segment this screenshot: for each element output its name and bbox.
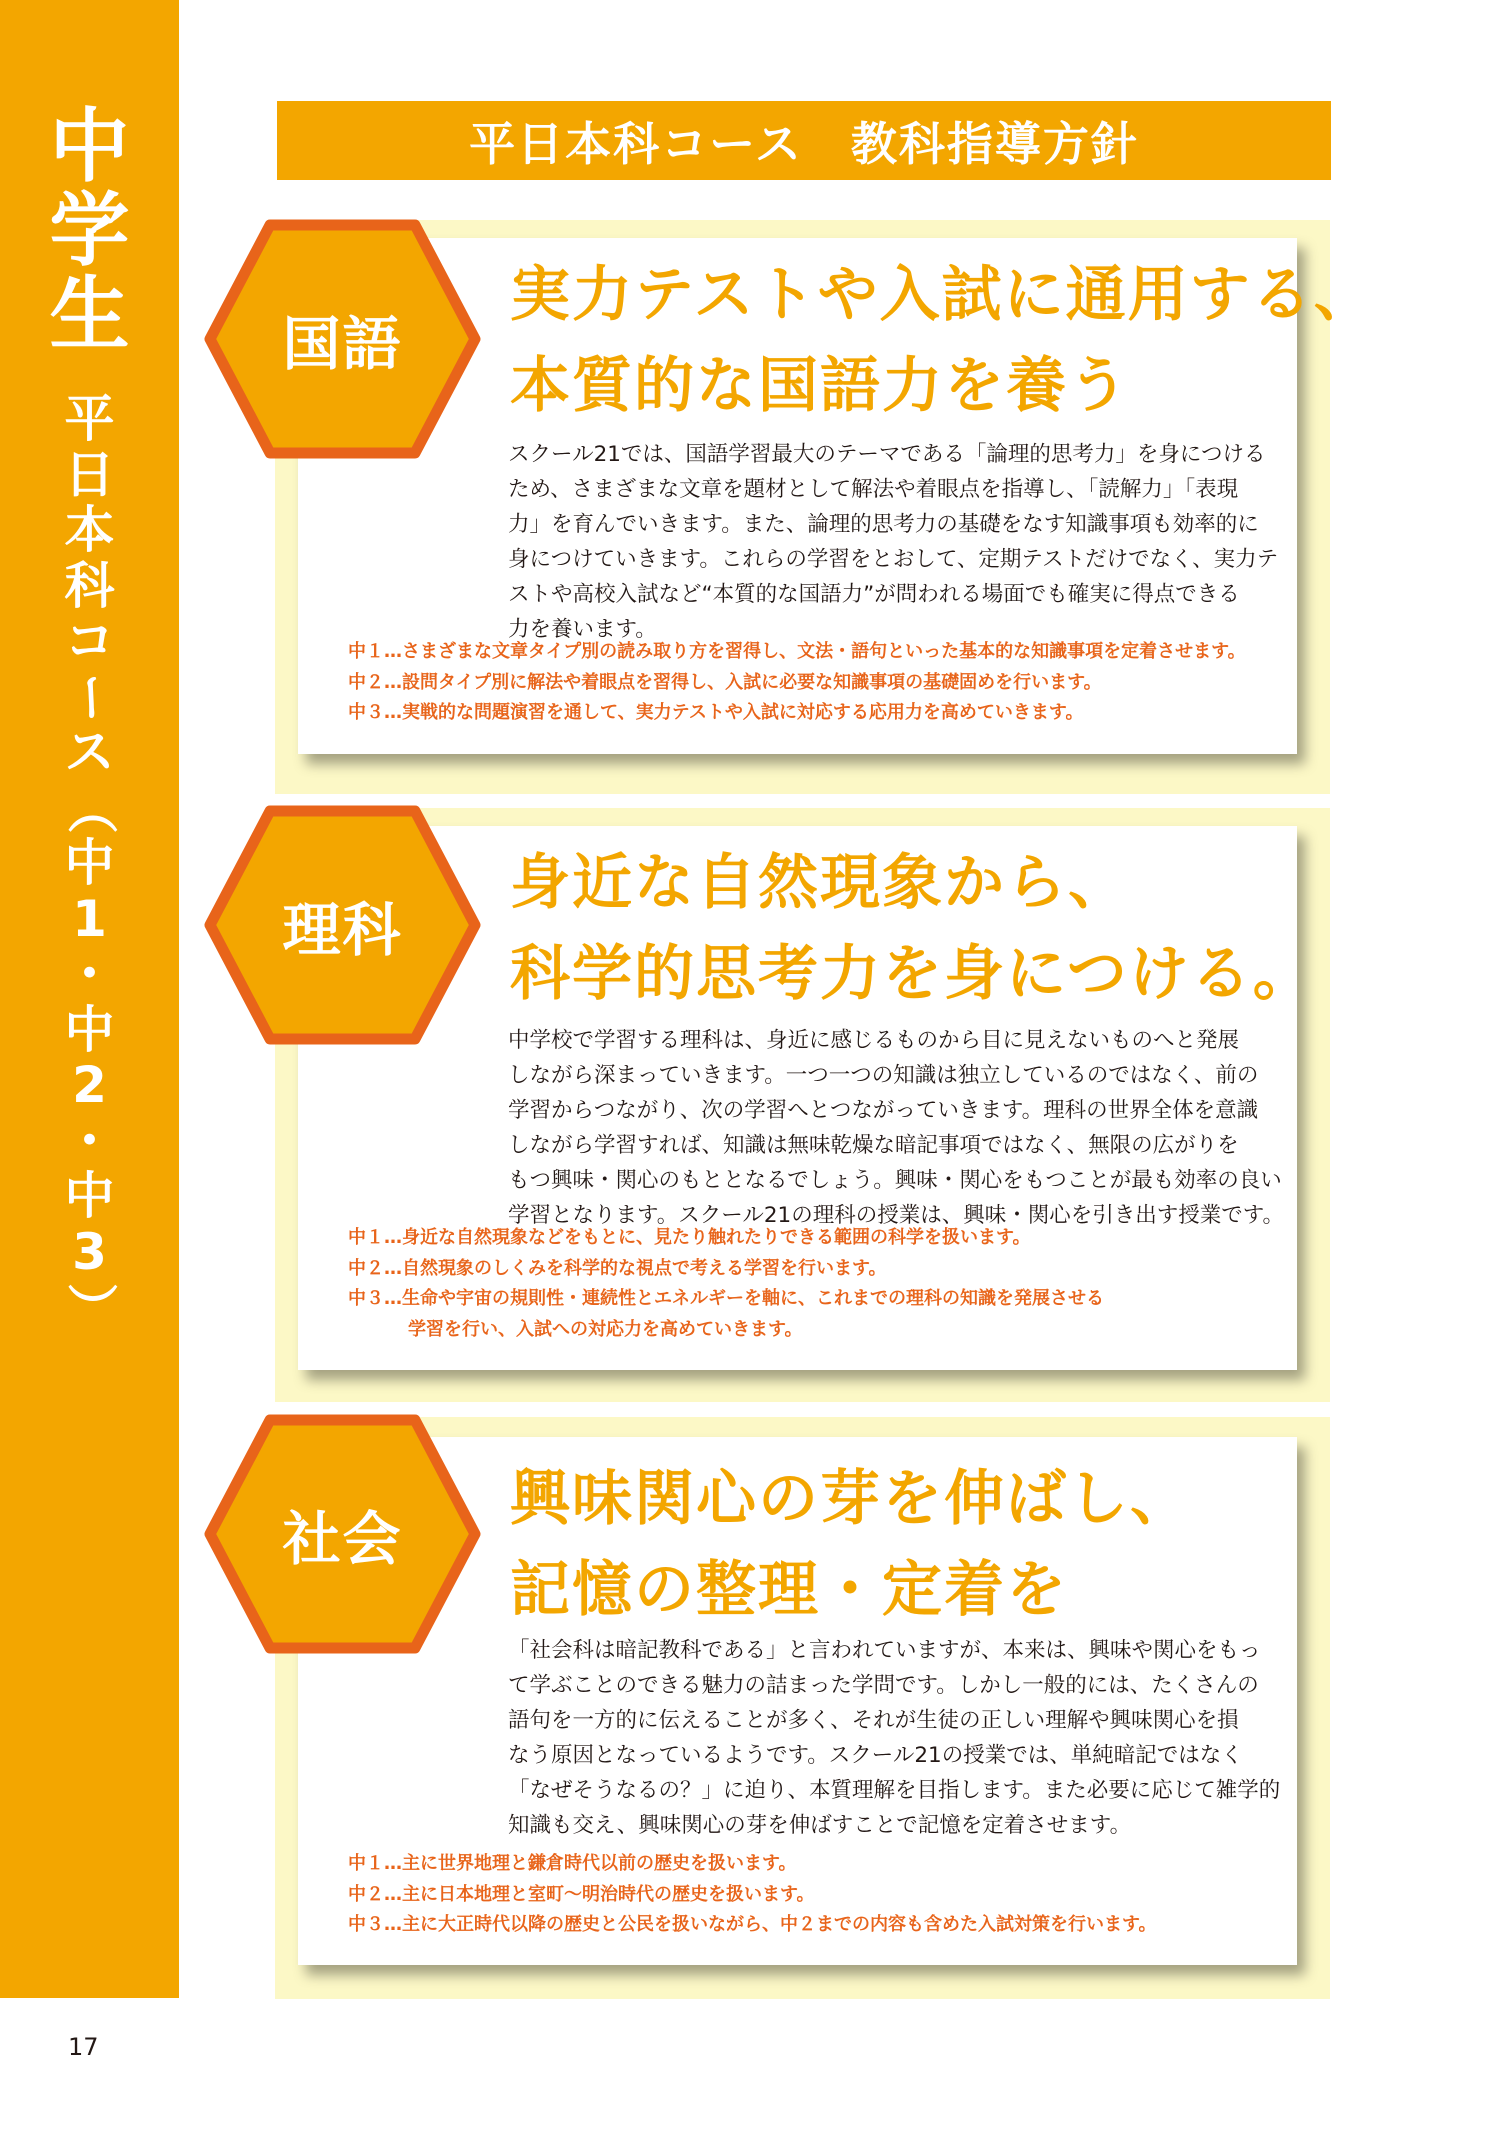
grade-points <box>348 1849 1268 1941</box>
grade-point: 中１…身近な自然現象などをもとに、見たり触れたりできる範囲の科学を扱います。 <box>348 1227 1031 1248</box>
side-main-char: 生 <box>49 268 130 361</box>
body-line: ストや高校入試など“本質的な国語力”が問われる場面でも確実に得点できる <box>508 582 1240 607</box>
body-line: 中学校で学習する理科は、身近に感じるものから目に見えないものへと発展 <box>508 1028 1240 1053</box>
grade-point: 中２…設問タイプ別に解法や着眼点を習得し、入試に必要な知識事項の基礎固めを行います。 <box>348 671 1102 693</box>
side-sub-char: 中 <box>64 1167 115 1225</box>
side-title-main <box>0 100 179 361</box>
body-line: て学ぶことのできる魅力の詰まった学問です。しかし一般的には、たくさんの <box>508 1673 1259 1698</box>
body-line: しながら深まっていきます。一つ一つの知識は独立しているのではなく、前の <box>508 1063 1259 1088</box>
side-sub-char: 日 <box>64 445 115 504</box>
side-sub-char: 3 <box>72 1222 107 1281</box>
headline-line: 本質的な国語力を養う <box>510 351 1130 421</box>
side-sub-char: コ <box>64 612 115 670</box>
side-sub-char: 科 <box>64 556 115 615</box>
side-sub-char: 中 <box>64 1000 115 1059</box>
grade-points <box>348 1223 1268 1345</box>
headline-line: 身近な自然現象から、 <box>510 848 1130 918</box>
side-sub-char: ・ <box>64 945 115 1003</box>
section-headline <box>510 250 1376 432</box>
side-sub-char: 本 <box>64 501 115 559</box>
body-line: 身につけていきます。これらの学習をとおして、定期テストだけでなく、実力テ <box>508 547 1279 572</box>
body-line: スクール21では、国語学習最大のテーマである「論理的思考力」を身につける <box>508 442 1266 467</box>
side-sub-char: 平 <box>64 390 115 448</box>
body-line: 知識も交え、興味関心の芽を伸ばすことで記憶を定着させます。 <box>508 1813 1132 1838</box>
grade-point: 中３…実戦的な問題演習を通して、実力テストや入試に対応する応用力を高めていきます。 <box>348 702 1084 723</box>
grade-point: 学習を行い、入試への対応力を高めていきます。 <box>408 1318 803 1340</box>
subject-badge-science <box>204 805 481 1045</box>
side-sub-char: ・ <box>64 1111 115 1170</box>
side-sub-char: 1 <box>72 889 107 948</box>
body-line: しながら学習すれば、知識は無味乾燥な暗記事項ではなく、無限の広がりを <box>508 1133 1239 1158</box>
body-line: 「なぜそうなるの？」に迫り、本質理解を目指します。また必要に応じて雑学的 <box>508 1778 1281 1803</box>
side-sub-char: ス <box>64 723 115 781</box>
headline-line: 興味関心の芽を伸ばし、 <box>510 1464 1192 1534</box>
grade-point: 中３…主に大正時代以降の歴史と公民を扱いながら、中２までの内容も含めた入試対策を行います。 <box>348 1914 1157 1935</box>
page-title: 平日本科コース 教科指導方針 <box>469 116 1139 171</box>
side-sub-char: ） <box>61 1282 120 1333</box>
subject-label: 社会 <box>282 1505 403 1573</box>
body-line: 力」を育んでいきます。また、論理的思考力の基礎をなす知識事項も効率的に <box>508 512 1259 537</box>
grade-point: 中２…主に日本地理と室町〜明治時代の歴史を扱います。 <box>348 1883 815 1905</box>
grade-points <box>348 637 1268 729</box>
subject-badge-social <box>204 1414 481 1654</box>
subject-label: 理科 <box>282 896 403 964</box>
grade-point: 中１…主に世界地理と鎌倉時代以前の歴史を扱います。 <box>348 1853 797 1874</box>
headline-line: 実力テストや入試に通用する、 <box>510 260 1376 330</box>
section-headline <box>510 838 1315 1020</box>
side-sub-char: ー <box>61 672 120 723</box>
body-line: 学習となります。スクール21の理科の授業は、興味・関心を引き出す授業です。 <box>508 1203 1284 1228</box>
section-body <box>508 437 1279 647</box>
body-line: 学習からつながり、次の学習へとつながっていきます。理科の世界全体を意識 <box>508 1098 1259 1123</box>
grade-point: 中３…生命や宇宙の規則性・連続性とエネルギーを軸に、これまでの理科の知識を発展させる <box>348 1288 1104 1309</box>
side-title-sub <box>0 392 179 1336</box>
subject-badge-japanese <box>204 219 481 459</box>
page-title-bar <box>277 101 1331 180</box>
body-line: もつ興味・関心のもととなるでしょう。興味・関心をもつことが最も効率の良い <box>508 1168 1282 1193</box>
section-body <box>508 1023 1284 1233</box>
headline-line: 記憶の整理・定着を <box>510 1555 1068 1625</box>
side-sub-char: 中 <box>64 834 115 892</box>
side-sub-char: （ <box>61 783 120 834</box>
side-sub-char: 2 <box>72 1056 107 1114</box>
headline-line: 科学的思考力を身につける。 <box>510 939 1315 1009</box>
body-line: 「社会科は暗記教科である」と言われていますが、本来は、興味や関心をもっ <box>508 1638 1261 1663</box>
grade-point: 中２…自然現象のしくみを科学的な視点で考える学習を行います。 <box>348 1257 887 1279</box>
page-number: 17 <box>68 2033 99 2061</box>
body-line: 力を養います。 <box>508 617 657 642</box>
body-line: 語句を一方的に伝えることが多く、それが生徒の正しい理解や興味関心を損 <box>508 1708 1239 1733</box>
section-headline <box>510 1454 1192 1636</box>
section-body <box>508 1633 1281 1843</box>
side-main-char: 学 <box>49 184 130 277</box>
body-line: なう原因となっているようです。スクール21の授業では、単純暗記ではなく <box>508 1743 1243 1768</box>
side-main-char: 中 <box>49 100 130 193</box>
body-line: ため、さまざまな文章を題材として解法や着眼点を指導し、「読解力」「表現 <box>508 477 1239 502</box>
grade-point: 中１…さまざまな文章タイプ別の読み取り方を習得し、文法・語句といった基本的な知識事項を定着させます。 <box>348 641 1246 662</box>
subject-label: 国語 <box>282 310 403 378</box>
